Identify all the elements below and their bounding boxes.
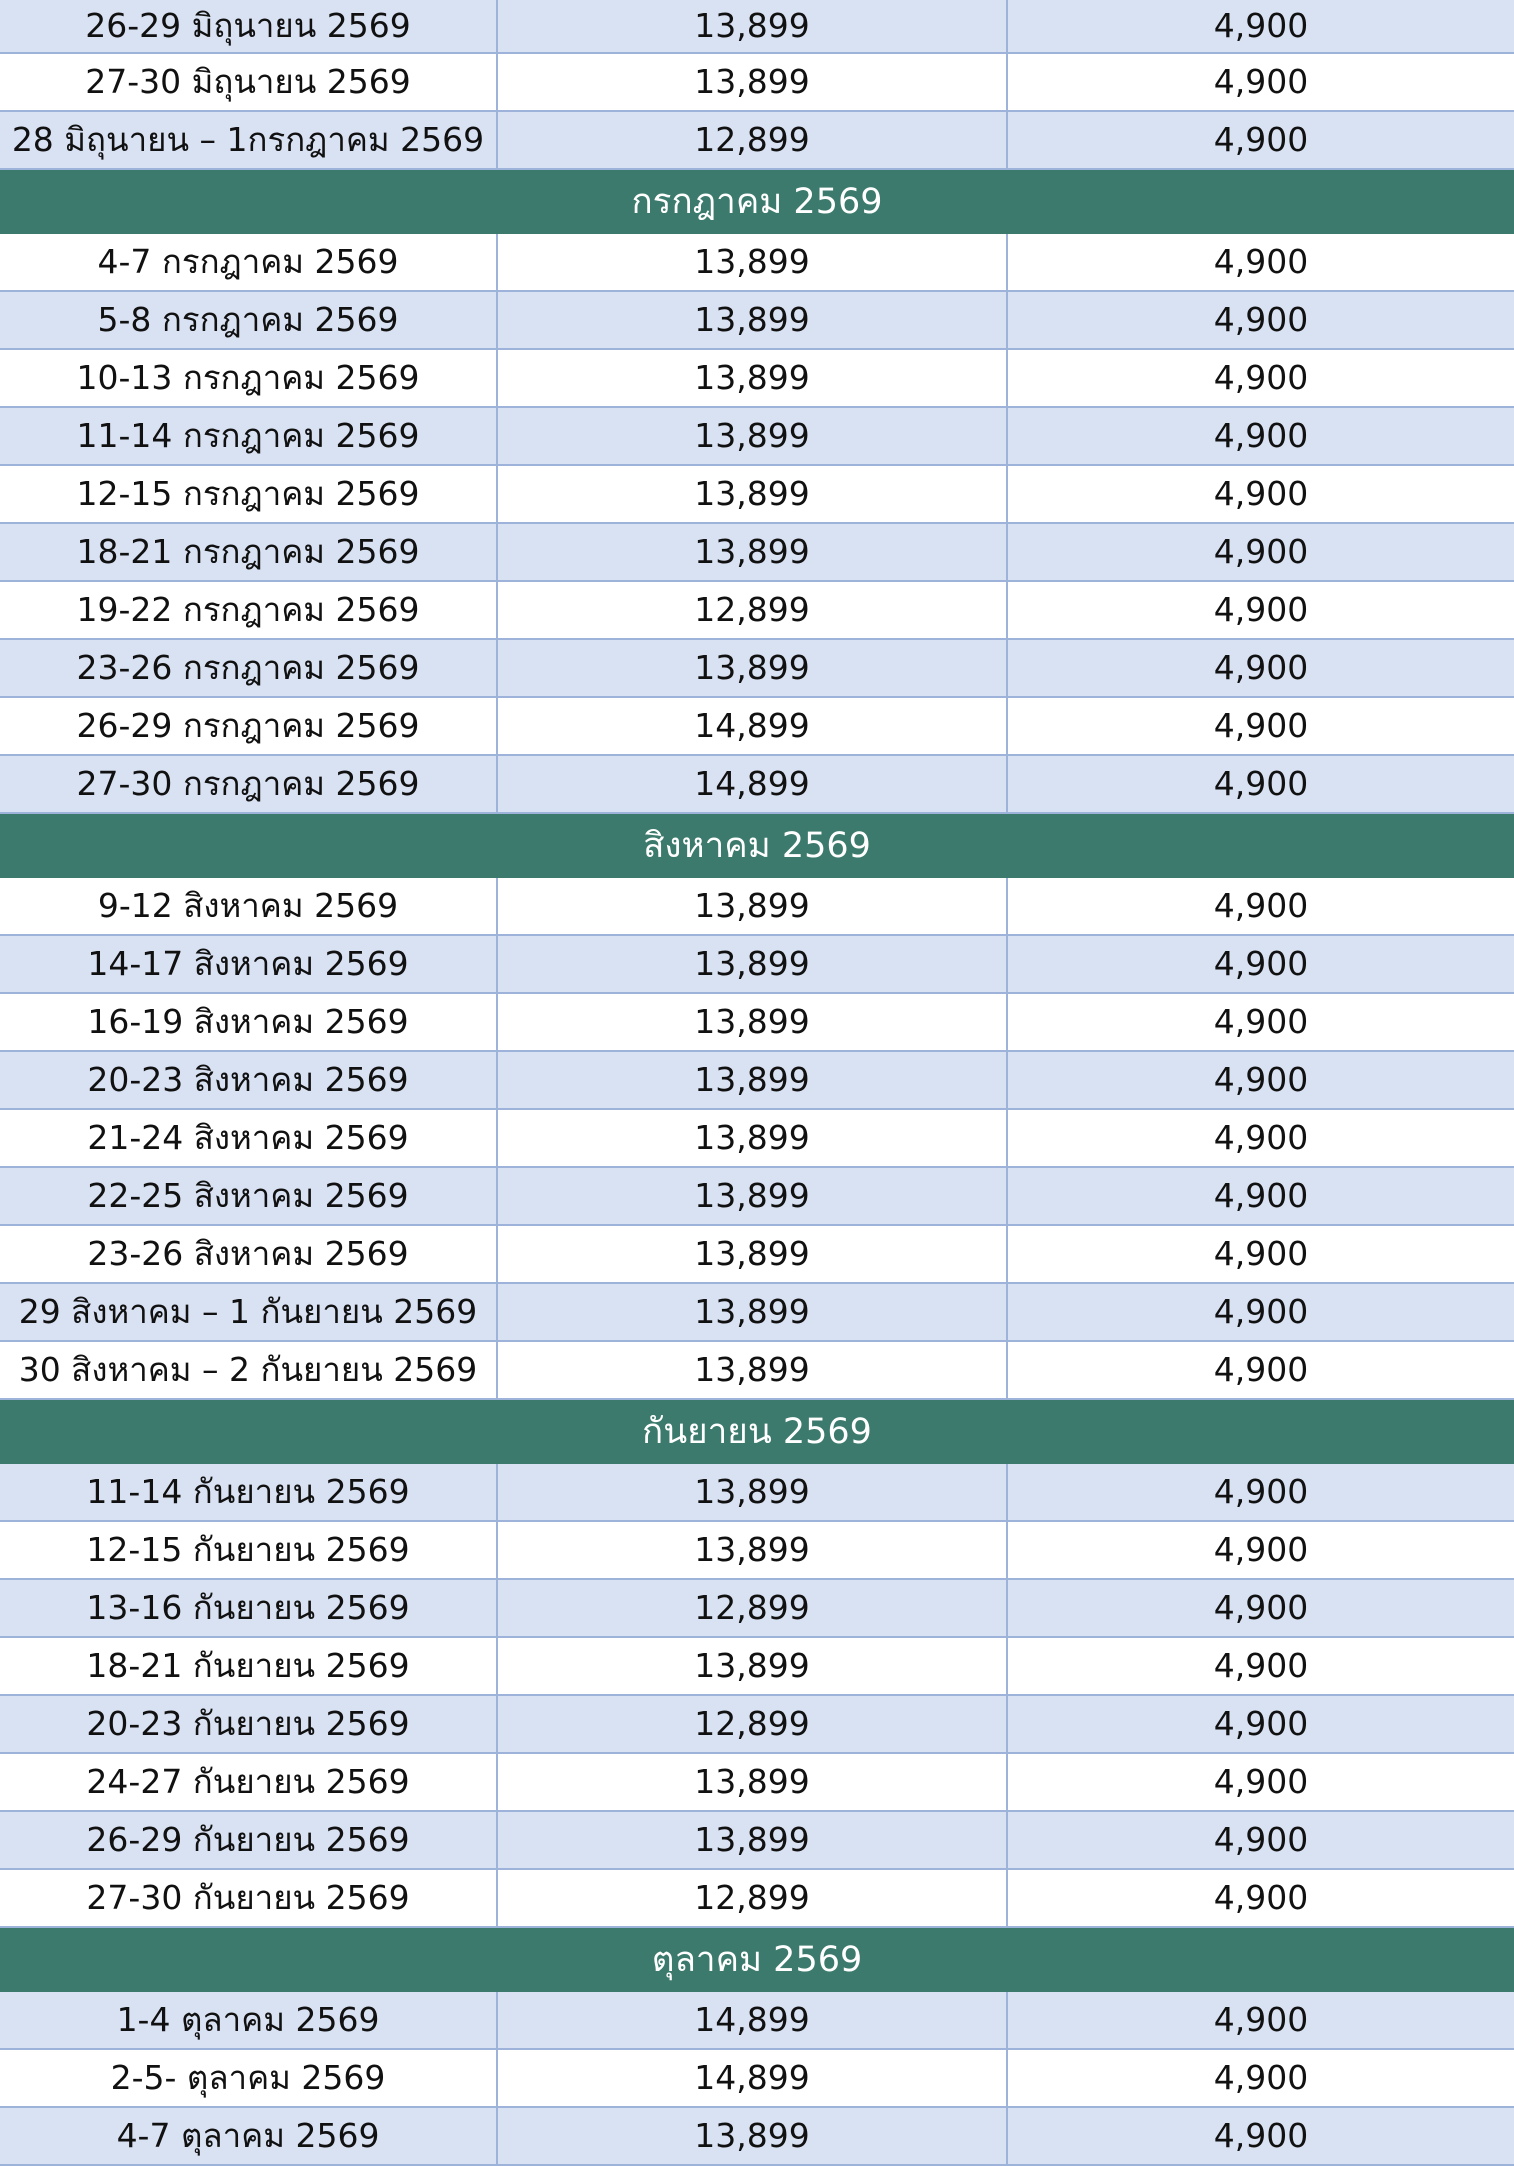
extra-cell: 4,900 <box>1213 1762 1309 1801</box>
table-row <box>0 698 1514 756</box>
table-row <box>0 878 1514 936</box>
price-cell: 13,899 <box>498 234 1008 290</box>
table-row <box>0 1870 1514 1928</box>
date-cell: 21-24 สิงหาคม 2569 <box>0 1110 498 1166</box>
date-cell: 27-30 กันยายน 2569 <box>0 1870 498 1926</box>
table-row <box>0 234 1514 292</box>
extra-cell: 4,900 <box>1213 416 1309 455</box>
extra-cell: 4,900 <box>1213 358 1309 397</box>
table-row <box>0 1284 1514 1342</box>
price-cell: 13,899 <box>498 1226 1008 1282</box>
date-cell: 28 มิถุนายน – 1กรกฎาคม 2569 <box>0 112 498 168</box>
price-cell: 12,899 <box>498 112 1008 168</box>
price-cell: 13,899 <box>498 0 1008 52</box>
price-cell: 13,899 <box>498 466 1008 522</box>
date-cell: 11-14 กรกฎาคม 2569 <box>0 408 498 464</box>
table-row <box>0 466 1514 524</box>
table-row <box>0 1342 1514 1400</box>
price-cell: 13,899 <box>498 350 1008 406</box>
date-cell: 10-13 กรกฎาคม 2569 <box>0 350 498 406</box>
price-cell: 13,899 <box>498 292 1008 348</box>
extra-cell: 4,900 <box>1213 648 1309 687</box>
extra-cell: 4,900 <box>1213 62 1309 101</box>
date-cell: 27-30 กรกฎาคม 2569 <box>0 756 498 812</box>
price-cell: 13,899 <box>498 1522 1008 1578</box>
date-cell: 23-26 กรกฎาคม 2569 <box>0 640 498 696</box>
extra-cell: 4,900 <box>1213 764 1309 803</box>
extra-cell: 4,900 <box>1213 886 1309 925</box>
table-row <box>0 2050 1514 2108</box>
price-cell: 13,899 <box>498 408 1008 464</box>
price-cell: 13,899 <box>498 524 1008 580</box>
date-cell: 26-29 กันยายน 2569 <box>0 1812 498 1868</box>
date-cell: 20-23 สิงหาคม 2569 <box>0 1052 498 1108</box>
table-row <box>0 1522 1514 1580</box>
table-row <box>0 112 1514 170</box>
date-cell: 29 สิงหาคม – 1 กันยายน 2569 <box>0 1284 498 1340</box>
price-cell: 13,899 <box>498 1052 1008 1108</box>
table-row <box>0 1812 1514 1870</box>
price-cell: 13,899 <box>498 54 1008 110</box>
date-cell: 20-23 กันยายน 2569 <box>0 1696 498 1752</box>
price-cell: 13,899 <box>498 1168 1008 1224</box>
extra-cell: 4,900 <box>1213 1176 1309 1215</box>
table-row <box>0 1992 1514 2050</box>
extra-cell: 4,900 <box>1213 706 1309 745</box>
date-cell: 26-29 มิถุนายน 2569 <box>0 0 498 52</box>
extra-cell: 4,900 <box>1213 1060 1309 1099</box>
date-cell: 12-15 กรกฎาคม 2569 <box>0 466 498 522</box>
table-row <box>0 1638 1514 1696</box>
extra-cell: 4,900 <box>1213 1234 1309 1273</box>
date-cell: 11-14 กันยายน 2569 <box>0 1464 498 1520</box>
extra-cell: 4,900 <box>1213 6 1309 45</box>
price-cell: 14,899 <box>498 2050 1008 2106</box>
extra-cell: 4,900 <box>1213 2058 1309 2097</box>
extra-cell: 4,900 <box>1213 1472 1309 1511</box>
date-cell: 14-17 สิงหาคม 2569 <box>0 936 498 992</box>
date-cell: 24-27 กันยายน 2569 <box>0 1754 498 1810</box>
date-cell: 1-4 ตุลาคม 2569 <box>0 1992 498 2048</box>
month-header: สิงหาคม 2569 <box>0 814 1514 878</box>
price-cell: 13,899 <box>498 1812 1008 1868</box>
price-cell: 13,899 <box>498 936 1008 992</box>
extra-cell: 4,900 <box>1213 532 1309 571</box>
extra-cell: 4,900 <box>1213 242 1309 281</box>
date-cell: 26-29 กรกฎาคม 2569 <box>0 698 498 754</box>
extra-cell: 4,900 <box>1213 1878 1309 1917</box>
month-header: กันยายน 2569 <box>0 1400 1514 1464</box>
price-cell: 14,899 <box>498 756 1008 812</box>
table-row <box>0 292 1514 350</box>
price-cell: 13,899 <box>498 2108 1008 2164</box>
date-cell: 13-16 กันยายน 2569 <box>0 1580 498 1636</box>
table-row <box>0 1168 1514 1226</box>
date-cell: 22-25 สิงหาคม 2569 <box>0 1168 498 1224</box>
extra-cell: 4,900 <box>1213 944 1309 983</box>
date-cell: 16-19 สิงหาคม 2569 <box>0 994 498 1050</box>
price-cell: 13,899 <box>498 1284 1008 1340</box>
extra-cell: 4,900 <box>1213 1820 1309 1859</box>
date-cell: 9-12 สิงหาคม 2569 <box>0 878 498 934</box>
extra-cell: 4,900 <box>1213 1002 1309 1041</box>
table-row <box>0 350 1514 408</box>
price-cell: 12,899 <box>498 582 1008 638</box>
date-cell: 4-7 กรกฎาคม 2569 <box>0 234 498 290</box>
date-cell: 30 สิงหาคม – 2 กันยายน 2569 <box>0 1342 498 1398</box>
table-row <box>0 54 1514 112</box>
table-row <box>0 524 1514 582</box>
date-cell: 18-21 กันยายน 2569 <box>0 1638 498 1694</box>
table-row <box>0 0 1514 54</box>
date-cell: 23-26 สิงหาคม 2569 <box>0 1226 498 1282</box>
table-row <box>0 994 1514 1052</box>
table-row <box>0 2108 1514 2166</box>
date-cell: 2-5- ตุลาคม 2569 <box>0 2050 498 2106</box>
table-row <box>0 1754 1514 1812</box>
month-header: ตุลาคม 2569 <box>0 1928 1514 1992</box>
price-cell: 14,899 <box>498 1992 1008 2048</box>
date-cell: 5-8 กรกฎาคม 2569 <box>0 292 498 348</box>
price-cell: 12,899 <box>498 1580 1008 1636</box>
extra-cell: 4,900 <box>1213 1292 1309 1331</box>
table-row <box>0 1226 1514 1284</box>
date-cell: 27-30 มิถุนายน 2569 <box>0 54 498 110</box>
month-header: กรกฎาคม 2569 <box>0 170 1514 234</box>
extra-cell: 4,900 <box>1213 1588 1309 1627</box>
table-row <box>0 1052 1514 1110</box>
extra-cell: 4,900 <box>1213 590 1309 629</box>
date-cell: 12-15 กันยายน 2569 <box>0 1522 498 1578</box>
price-cell: 12,899 <box>498 1870 1008 1926</box>
table-row <box>0 1110 1514 1168</box>
extra-cell: 4,900 <box>1213 2000 1309 2039</box>
table-row <box>0 408 1514 466</box>
extra-cell: 4,900 <box>1213 120 1309 159</box>
table-row <box>0 1464 1514 1522</box>
price-cell: 13,899 <box>498 1342 1008 1398</box>
price-cell: 13,899 <box>498 878 1008 934</box>
date-cell: 4-7 ตุลาคม 2569 <box>0 2108 498 2164</box>
price-cell: 12,899 <box>498 1696 1008 1752</box>
price-cell: 14,899 <box>498 698 1008 754</box>
table-row <box>0 582 1514 640</box>
extra-cell: 4,900 <box>1213 1350 1309 1389</box>
date-cell: 19-22 กรกฎาคม 2569 <box>0 582 498 638</box>
price-cell: 13,899 <box>498 1464 1008 1520</box>
extra-cell: 4,900 <box>1213 1530 1309 1569</box>
extra-cell: 4,900 <box>1213 474 1309 513</box>
extra-cell: 4,900 <box>1213 1646 1309 1685</box>
table-row <box>0 1580 1514 1638</box>
price-cell: 13,899 <box>498 994 1008 1050</box>
table-row <box>0 936 1514 994</box>
extra-cell: 4,900 <box>1213 2116 1309 2155</box>
extra-cell: 4,900 <box>1213 300 1309 339</box>
extra-cell: 4,900 <box>1213 1118 1309 1157</box>
date-cell: 18-21 กรกฎาคม 2569 <box>0 524 498 580</box>
extra-cell: 4,900 <box>1213 1704 1309 1743</box>
table-row <box>0 1696 1514 1754</box>
table-row <box>0 756 1514 814</box>
price-cell: 13,899 <box>498 640 1008 696</box>
price-cell: 13,899 <box>498 1638 1008 1694</box>
price-cell: 13,899 <box>498 1754 1008 1810</box>
table-row <box>0 640 1514 698</box>
price-cell: 13,899 <box>498 1110 1008 1166</box>
